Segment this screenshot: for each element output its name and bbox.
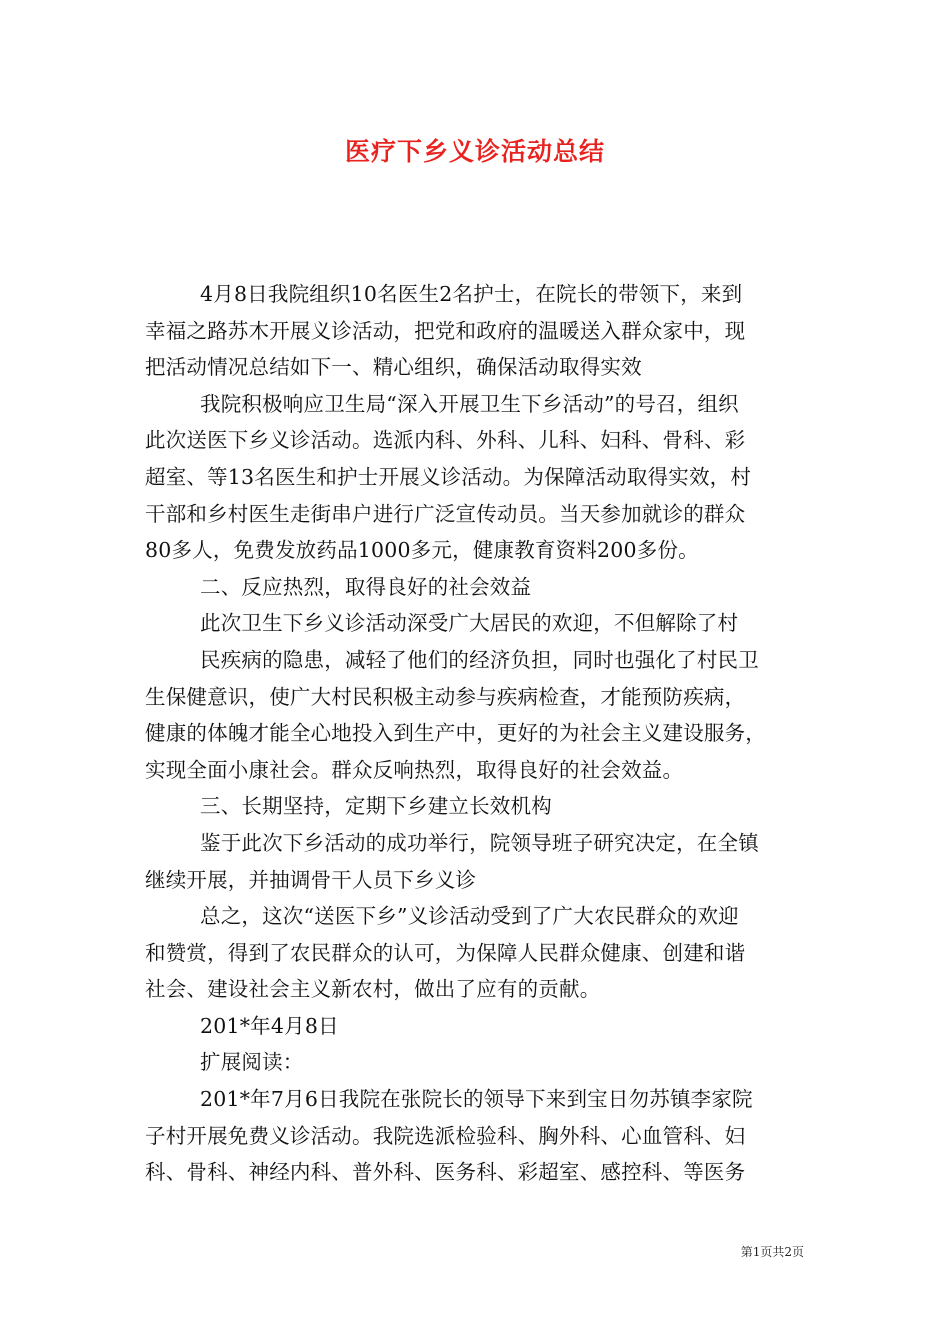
- body-line: 健康的体魄才能全心地投入到生产中，更好的为社会主义建设服务，: [145, 721, 766, 746]
- page-footer: 第1页共2页: [740, 1245, 804, 1259]
- body-line: 80多人，免费发放药品1000多元，健康教育资料200多份。: [145, 538, 699, 563]
- body-line: 子村开展免费义诊活动。我院选派检验科、胸外科、心血管科、妇: [145, 1123, 746, 1148]
- body-line: 民疾病的隐患，减轻了他们的经济负担，同时也强化了村民卫: [200, 647, 759, 672]
- body-line: 我院积极响应卫生局“深入开展卫生下乡活动”的号召，组织: [200, 391, 739, 416]
- body-line: 和赞赏，得到了农民群众的认可，为保障人民群众健康、创建和谐: [145, 940, 746, 965]
- body-line: 幸福之路苏木开展义诊活动，把党和政府的温暖送入群众家中，现: [145, 318, 746, 343]
- body-line: 二、反应热烈，取得良好的社会效益: [200, 574, 532, 599]
- document-title: 医疗下乡义诊活动总结: [344, 137, 605, 166]
- body-line: 扩展阅读：: [200, 1050, 304, 1075]
- body-line: 超室、等13名医生和护士开展义诊活动。为保障活动取得实效，村: [145, 464, 752, 489]
- body-line: 实现全面小康社会。群众反响热烈，取得良好的社会效益。: [145, 757, 684, 782]
- body-line: 继续开展，并抽调骨干人员下乡义诊: [145, 867, 477, 892]
- body-line: 201*年4月8日: [200, 1013, 339, 1038]
- body-line: 此次卫生下乡义诊活动深受广大居民的欢迎，不但解除了村: [200, 611, 739, 636]
- body-line: 社会、建设社会主义新农村，做出了应有的贡献。: [145, 977, 601, 1002]
- body-line: 201*年7月6日我院在张院长的领导下来到宝日勿苏镇李家院: [200, 1087, 753, 1112]
- body-line: 4月8日我院组织10名医生2名护士，在院长的带领下，来到: [200, 282, 743, 306]
- body-line: 鉴于此次下乡活动的成功举行，院领导班子研究决定，在全镇: [200, 830, 759, 855]
- body-line: 此次送医下乡义诊活动。选派内科、外科、儿科、妇科、骨科、彩: [145, 428, 746, 453]
- body-line: 干部和乡村医生走街串户进行广泛宣传动员。当天参加就诊的群众: [145, 501, 746, 526]
- body-line: 三、长期坚持，定期下乡建立长效机构: [200, 794, 552, 819]
- body-line: 总之，这次“送医下乡”义诊活动受到了广大农民群众的欢迎: [200, 904, 739, 929]
- body-line: 把活动情况总结如下一、精心组织，确保活动取得实效: [145, 355, 642, 380]
- body-line: 科、骨科、神经内科、普外科、医务科、彩超室、感控科、等医务: [145, 1160, 746, 1185]
- body-line: 生保健意识，使广大村民积极主动参与疾病检查，才能预防疾病，: [145, 684, 746, 709]
- document-body: [145, 276, 815, 1191]
